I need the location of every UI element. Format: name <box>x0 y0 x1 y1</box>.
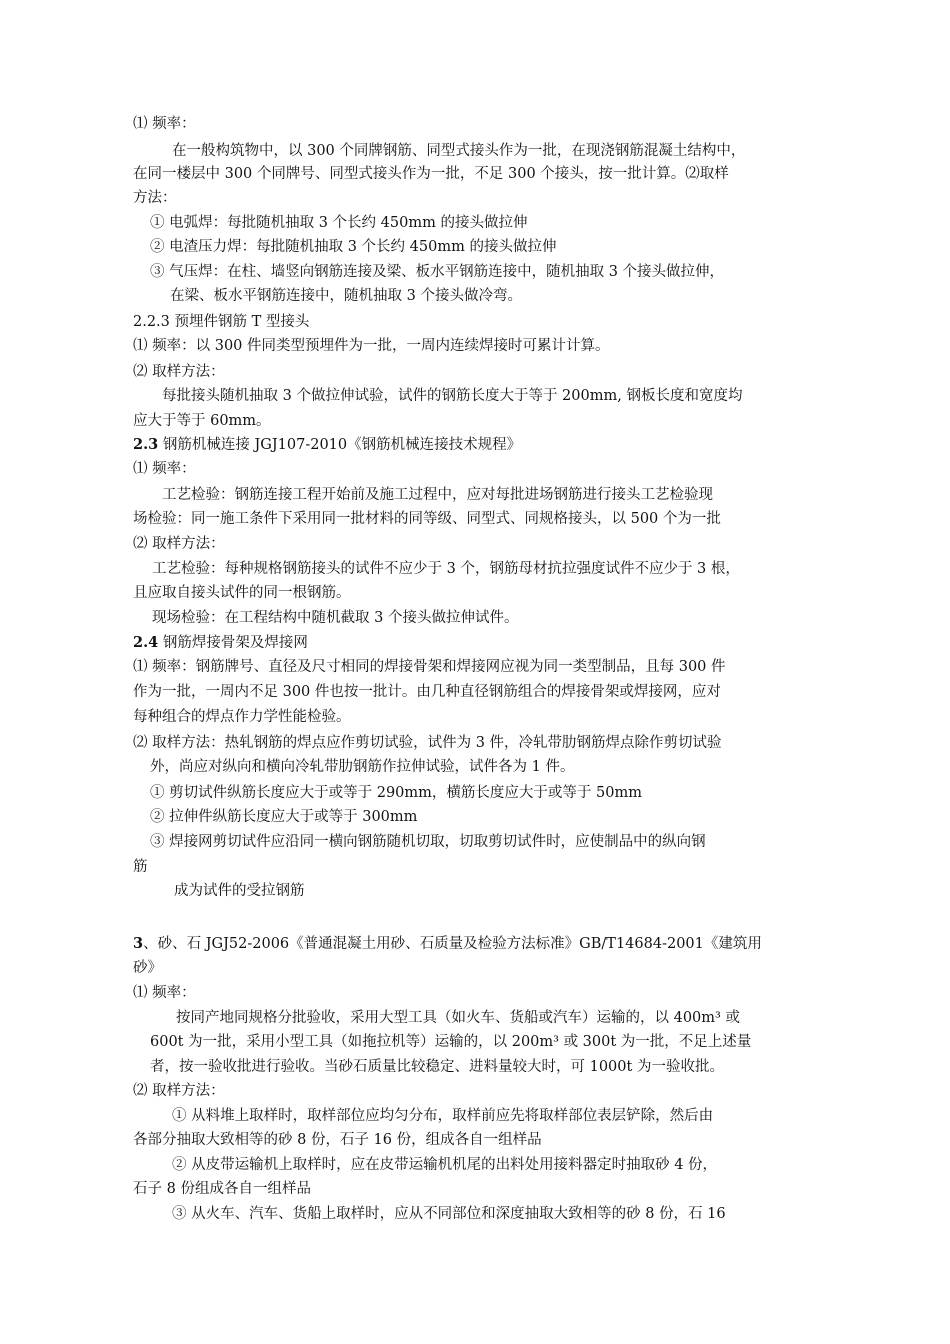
section-number: 2.4 <box>133 634 159 651</box>
text-line: 现场检验：在工程结构中随机截取 3 个接头做拉伸试件。 <box>152 610 519 626</box>
text-line: ⑵ 取样方法： <box>133 1083 225 1099</box>
text-line: ⑵ 取样方法：热轧钢筋的焊点应作剪切试验，试件为 3 件，冷轧带肋钢筋焊点除作剪切试验 <box>133 735 722 751</box>
section-title: 、砂、石 JGJ52-2006《普通混凝土用砂、石质量及检验方法标准》GB/T14684-2001《建筑用 <box>143 936 762 952</box>
text-line: ③ 焊接网剪切试件应沿同一横向钢筋随机切取，切取剪切试件时，应使制品中的纵向钢 <box>150 834 706 850</box>
text-line: ② 从皮带运输机上取样时，应在皮带运输机机尾的出料处用接料器定时抽取砂 4 份， <box>172 1157 718 1173</box>
text-line: 砂》 <box>133 960 162 976</box>
text-line: ② 电渣压力焊：每批随机抽取 3 个长约 450mm 的接头做拉伸 <box>150 239 557 255</box>
text-line: ⑴ 频率： <box>133 116 196 132</box>
section-title: 钢筋焊接骨架及焊接网 <box>162 635 308 651</box>
section-heading <box>133 633 308 653</box>
text-line: 成为试件的受拉钢筋 <box>174 883 305 899</box>
text-line: 每种组合的焊点作力学性能检验。 <box>133 709 351 725</box>
text-line: 每批接头随机抽取 3 个做拉伸试验，试件的钢筋长度大于等于 200mm, 钢板长度和宽度均 <box>162 388 743 404</box>
text-line: 方法： <box>133 190 177 206</box>
text-line: 600t 为一批，采用小型工具（如拖拉机等）运输的，以 200m³ 或 300t 为一批，不足上述量 <box>150 1034 752 1050</box>
section-heading <box>133 435 521 455</box>
section-heading: 2.2.3 预埋件钢筋 T 型接头 <box>133 314 310 330</box>
text-line: ⑴ 频率：钢筋牌号、直径及尺寸相同的焊接骨架和焊接网应视为同一类型制品，且每 300 件 <box>133 659 726 675</box>
text-line: ① 剪切试件纵筋长度应大于或等于 290mm，横筋长度应大于或等于 50mm <box>150 785 642 801</box>
section-heading <box>133 934 762 954</box>
text-line: 作为一批，一周内不足 300 件也按一批计。由几种直径钢筋组合的焊接骨架或焊接网，应对 <box>133 684 721 700</box>
text-line: 在同一楼层中 300 个同牌号、同型式接头作为一批，不足 300 个接头，按一批计算。⑵取样 <box>133 166 729 182</box>
section-title: 钢筋机械连接 JGJ107-2010《钢筋机械连接技术规程》 <box>162 437 522 453</box>
text-line: ⑵ 取样方法： <box>133 364 225 380</box>
text-line: 各部分抽取大致相等的砂 8 份，石子 16 份，组成各自一组样品 <box>133 1132 542 1148</box>
text-line: 在梁、板水平钢筋连接中，随机抽取 3 个接头做冷弯。 <box>170 288 522 304</box>
section-number: 2.3 <box>133 436 159 453</box>
text-line: 工艺检验：每种规格钢筋接头的试件不应少于 3 个，钢筋母材抗拉强度试件不应少于 3 根， <box>152 561 740 577</box>
text-line: ① 从料堆上取样时，取样部位应均匀分布，取样前应先将取样部位表层铲除，然后由 <box>172 1108 714 1124</box>
text-line: 者，按一验收批进行验收。当砂石质量比较稳定、进料量较大时，可 1000t 为一验收批。 <box>150 1059 724 1075</box>
text-line: ⑴ 频率： <box>133 461 196 477</box>
text-line: 场检验：同一施工条件下采用同一批材料的同等级、同型式、同规格接头，以 500 个为一批 <box>133 511 721 527</box>
text-line: ③ 气压焊：在柱、墙竖向钢筋连接及梁、板水平钢筋连接中，随机抽取 3 个接头做拉伸， <box>150 264 725 280</box>
section-number: 3 <box>133 935 144 952</box>
text-line: 应大于等于 60mm。 <box>133 413 271 429</box>
text-line: ② 拉伸件纵筋长度应大于或等于 300mm <box>150 809 418 825</box>
text-line: 筋 <box>133 859 148 875</box>
text-line: ⑴ 频率：以 300 件同类型预埋件为一批，一周内连续焊接时可累计计算。 <box>133 338 610 354</box>
text-line: ③ 从火车、汽车、货船上取样时，应从不同部位和深度抽取大致相等的砂 8 份，石 16 <box>172 1206 726 1222</box>
text-line: 外，尚应对纵向和横向冷轧带肋钢筋作拉伸试验，试件各为 1 件。 <box>150 759 575 775</box>
text-line: ① 电弧焊：每批随机抽取 3 个长约 450mm 的接头做拉伸 <box>150 215 528 231</box>
text-line: 石子 8 份组成各自一组样品 <box>133 1181 311 1197</box>
text-line: ⑵ 取样方法： <box>133 536 225 552</box>
text-line: 工艺检验：钢筋连接工程开始前及施工过程中，应对每批进场钢筋进行接头工艺检验现 <box>162 487 713 503</box>
text-line: 且应取自接头试件的同一根钢筋。 <box>133 585 351 601</box>
text-line: 按同产地同规格分批验收，采用大型工具（如火车、货船或汽车）运输的，以 400m³ 或 <box>176 1010 740 1026</box>
text-line: 在一般构筑物中，以 300 个同牌钢筋、同型式接头作为一批，在现浇钢筋混凝土结构中， <box>172 143 746 159</box>
text-line: ⑴ 频率： <box>133 985 196 1001</box>
